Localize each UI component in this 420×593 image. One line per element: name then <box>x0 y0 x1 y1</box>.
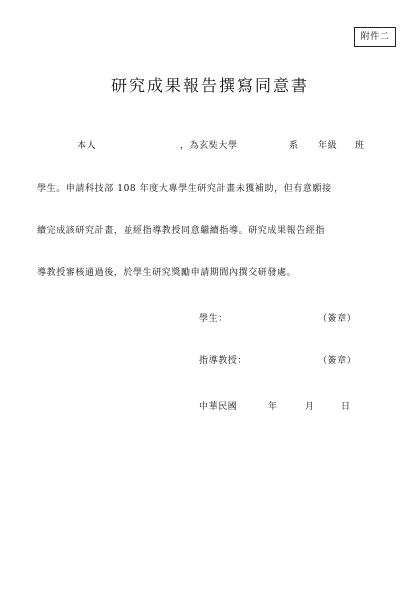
date-month: 月 <box>305 402 315 412</box>
advisor-seal-label: （簽章） <box>318 356 357 366</box>
statement-grade: 年級 <box>318 141 338 151</box>
statement-university: ，為玄奘大學 <box>180 141 238 151</box>
student-seal-label: （簽章） <box>318 314 357 324</box>
statement-line-3: 續完成該研究計畫，並經指導教授同意繼續指導。研究成果報告經指 <box>37 226 326 236</box>
attachment-label: 附件二 <box>354 27 396 47</box>
date-day: 日 <box>341 402 351 412</box>
statement-line-2: 學生。申請科技部 108 年度大專學生研究計畫未獲補助，但有意願接 <box>37 184 332 194</box>
statement-class: 班 <box>355 141 365 151</box>
student-signature-label: 學生： <box>199 314 228 324</box>
page-title: 研究成果報告撰寫同意書 <box>110 76 309 95</box>
advisor-signature-label: 指導教授： <box>199 356 248 366</box>
date-year: 年 <box>268 402 278 412</box>
statement-department: 系 <box>289 141 299 151</box>
statement-prefix: 本人 <box>77 141 97 151</box>
date-era: 中華民國 <box>199 402 238 412</box>
statement-line-4: 導教授審核通過後，於學生研究獎勵申請期間內撰交研發處。 <box>37 268 297 278</box>
